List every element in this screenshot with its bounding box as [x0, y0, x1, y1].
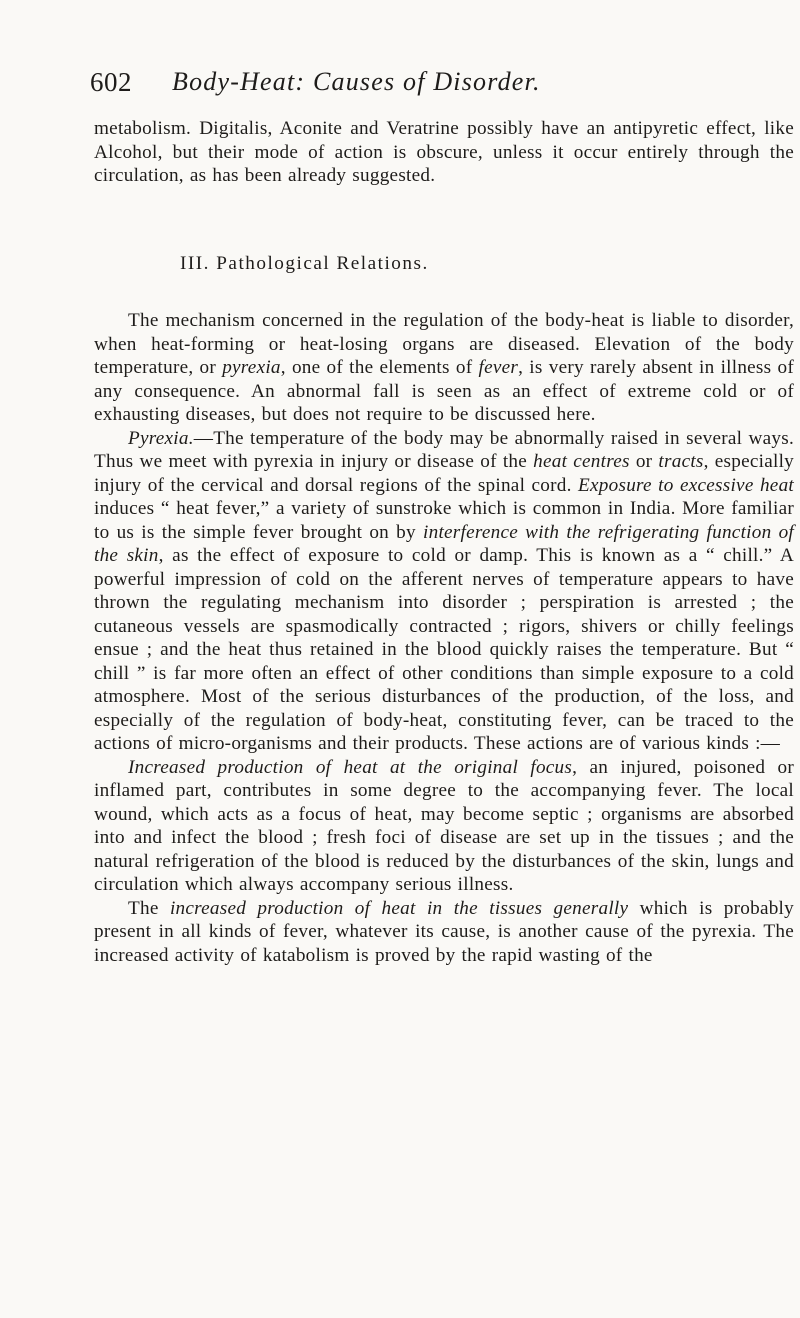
term-pyrexia: pyrexia	[222, 357, 281, 378]
subheading-pyrexia: Pyrexia.	[128, 427, 194, 449]
paragraph-original-focus: Increased production of heat at the original focus, an injured, poisoned or inflamed part, contributes in some degree to the accompanying fever. The local wound, which acts as a focus of heat, may become septic ; organisms are absorbed into and infect the blood ; fresh foci of disease are set up in the tissues ; and the natural refrigeration of the blood is reduced by the disturbances of the skin, lungs and circulation which always accompany serious illness.	[94, 756, 794, 895]
term-increased-production-focus: Increased production of heat at the original focus	[128, 756, 573, 778]
term-exposure-heat: Exposure to excessive heat	[578, 474, 794, 496]
section-heading	[180, 252, 429, 276]
paragraph-tissues: The increased production of heat in the tissues generally which is probably present in all kinds of fever, whatever its cause, is another cause of the pyrexia. The increased activity of katabolism is proved by the rapid wasting of the	[94, 897, 794, 966]
running-title: Body-Heat: Causes of Disorder.	[172, 67, 541, 96]
term-heat-centres: heat centres	[533, 451, 630, 472]
paragraph-pyrexia: Pyrexia.—The temperature of the body may be abnormally raised in several ways. Thus we meet with pyrexia in injury or disease of the heat centres or tracts, especially injury of the cervical and dorsal regions of the spinal cord. Exposure to excessive heat induces “ heat fever,” a variety of sunstroke which is common in India. More familiar to us is the simple fever brought on by interference with the refrigerating function of the skin, as the effect of exposure to cold or damp. This is known as a “ chill.” A powerful impression of cold on the afferent nerves of temperature appears to have thrown the regulating mechanism into disorder ; perspiration is arrested ; the cutaneous vessels are spasmodically contracted ; rigors, shivers or chilly feelings ensue ; and the heat thus retained in the blood quickly raises the temperature. But “ chill ” is far more often an effect of other conditions than simple exposure to a cold atmosphere. Most of the serious disturbances of the production, of the loss, and especially of the regulation of body-heat, constituting fever, can be traced to the actions of micro-organisms and their products. These actions are of various kinds :—	[94, 427, 795, 754]
intro-block	[94, 117, 794, 188]
body-text	[94, 309, 794, 967]
intro-paragraph: metabolism. Digitalis, Aconite and Veratrine possibly have an antipyretic effect, like Alcohol, but their mode of action is obscure, unless it occur entirely through the circulation, as has been already suggested.	[94, 118, 794, 186]
section-number: III.	[180, 253, 210, 274]
term-refrigerating-function: interference with the refrigerating function of the skin	[94, 521, 794, 566]
term-increased-production-tissues: increased production of heat in the tissues generally	[169, 897, 629, 919]
page-number: 602	[90, 67, 132, 97]
term-fever: fever	[478, 357, 519, 378]
paragraph-mechanism: The mechanism concerned in the regulation of the body-heat is liable to disorder, when heat-forming or heat-losing organs are diseased. Elevation of the body temperature, or pyrexia, one of the elements of fever, is very rarely absent in illness of any consequence. An abnormal fall is seen as an effect of extreme cold or of exhausting diseases, but does not require to be discussed here.	[94, 310, 794, 425]
term-tracts: tracts	[658, 451, 704, 472]
page-header	[90, 64, 790, 104]
section-title: Pathological Relations.	[216, 253, 429, 274]
